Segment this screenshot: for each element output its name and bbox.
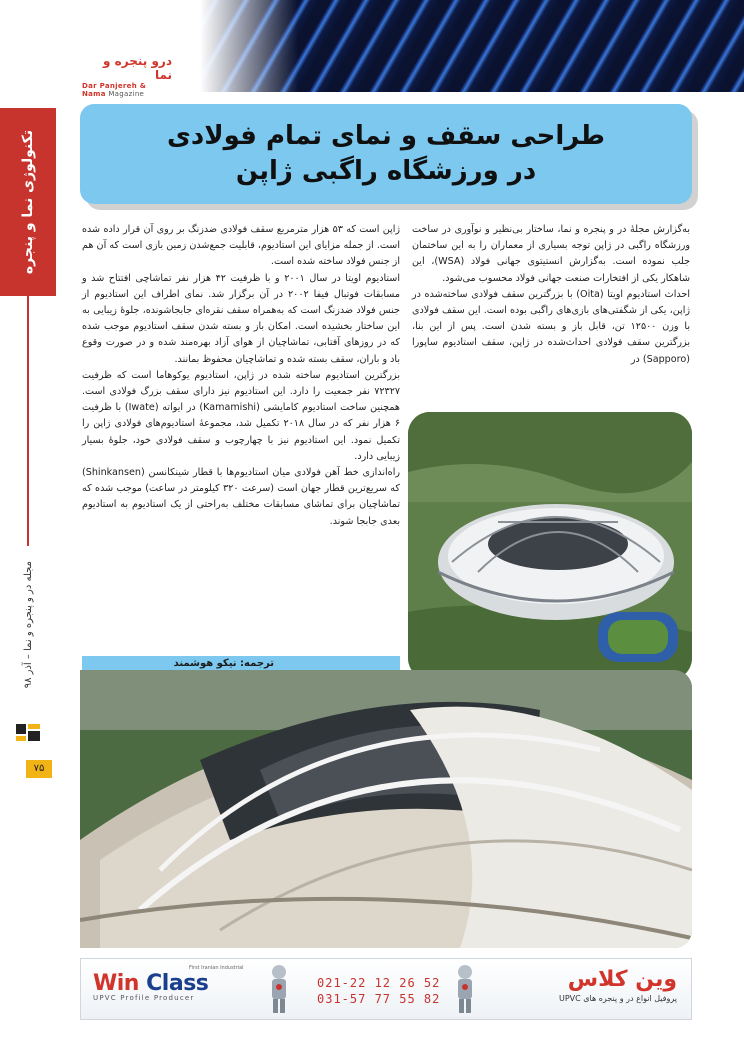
ad-brand-prefix: Win [93, 971, 139, 996]
paragraph: ژاپن است که ۵۳ هزار مترمربع سقف فولادی ضدزنگ بر روی آن قرار داده شده است. از جمله مزایای این استادیوم، قابلیت جمع‌شدن زمین بازی است که آن هم از جنس فولاد ساخته شده است. [82, 224, 400, 268]
ad-brand-en-sub: UPVC Profile Producer [93, 994, 195, 1002]
ad-brand-fa [559, 967, 677, 1003]
ad-phone-1: 021-22 12 26 52 [317, 976, 441, 990]
magazine-name-en-suffix: Magazine [108, 90, 145, 98]
magazine-name-fa: درو پنجره و نما [103, 54, 172, 82]
ad-brand-fa-sub: پروفیل انواع در و پنجره های UPVC [558, 994, 677, 1003]
text-column-left [82, 222, 400, 530]
page-number: ۷۵ [26, 760, 52, 778]
advertisement-banner[interactable] [80, 958, 692, 1020]
article-title-line1: طراحی سقف و نمای تمام فولادی [167, 120, 605, 151]
section-divider [27, 296, 29, 546]
ad-phone-numbers [317, 975, 440, 1007]
header-banner-graphic [200, 0, 744, 92]
ad-brand-suffix: Class [146, 971, 209, 996]
ad-brand-fa-name: وین کلاس [567, 967, 677, 992]
paragraph: استادیوم اویتا در سال ۲۰۰۱ و با ظرفیت ۴۲ هزار نفر تماشاچی افتتاح شد و مسابقات فوتبال فیفا ۲۰۰۲ در آن برگزار شد. نمای اطراف این استادیوم از جنس فولاد ضدزنگ است که به‌همراه سقف نقره‌ای جابجاشونده، جلوهٔ زیبایی به این ساختار بخشیده است. امکان باز و بسته شدن سقف استادیوم موجب شده که در روزهای آفتابی، تماشاچیان از هوای آزاد بهره‌مند شده و در صورت وقوع باد و باران، سقف بسته شده و تماشاچیان محفوظ بمانند. [82, 272, 400, 365]
ad-brand-en-name [93, 971, 208, 996]
magazine-name-en-main: Dar Panjereh & Nama [82, 82, 147, 98]
section-label: تکنولوژی نما و پنجره [20, 129, 36, 275]
ad-phone-2: 031-57 77 55 82 [317, 992, 441, 1006]
paragraph: بزرگترین استادیوم ساخته شده در ژاپن، استادیوم یوکوهاما است که ظرفیت ۷۲۳۲۷ نفر جمعیت را دارد. این استادیوم نیز دارای سقف بزرگ فولادی است. همچنین ساخت استادیوم کامایشی (Kamamishi) در ایواته (Iwate) با ظرفیت ۶ هزار نفر که در سال ۲۰۱۸ تکمیل شد، مجموعهٔ استادیوم‌های فولادی ژاپن را تکمیل نمود. این استادیوم نیز با چهارچوب و سقف فولادی خود، جلوهٔ بسیار زیبایی دارد. [82, 369, 400, 462]
paragraph: احداث استادیوم اویتا (Oita) با بزرگترین سقف فولادی ساخته‌شده در ژاپن، یکی از شگفتی‌های بازی‌های راگبی بوده است. این سقف فولادی با وزن ۱۲۵۰۰ تن، قابل باز و بسته شدن است. پس از این بنا، بزرگترین سقف فولادی احداث‌شده در ژاپن، سقف استادیوم ساپورا (Sapporo) در [412, 288, 690, 365]
translator-credit: ترجمه: نیکو هوشمند [82, 656, 400, 672]
magazine-mark-icon [14, 720, 44, 748]
magazine-logo [82, 54, 172, 98]
robot-mascot-icon [267, 963, 291, 1015]
article-title-banner [80, 104, 692, 204]
robot-mascot-icon [453, 963, 477, 1015]
stadium-roof-photo [80, 670, 692, 948]
stadium-aerial-photo [408, 412, 692, 680]
footer-caption [16, 550, 40, 700]
magazine-name-en [82, 82, 172, 98]
paragraph: راه‌اندازی خط آهن فولادی میان استادیوم‌ها با قطار شینکانسن (Shinkansen) که سریع‌ترین قطار جهان است (سرعت ۳۲۰ کیلومتر در ساعت) موجب شده که تماشاچیان برای تماشای مسابقات مختلف به‌راحتی از یک استادیوم به استادیوم بعدی جابجا شوند. [82, 467, 400, 527]
footer-caption-text: مجله در و پنجره و نما – آذر ۹۸ [22, 561, 34, 689]
ad-brand-en [93, 965, 244, 1002]
paragraph: به‌گزارش مجلهٔ در و پنجره و نما، ساختار بی‌نظیر و نوآوری در ساخت ورزشگاه راگبی در ژاپن توجه بسیاری از معماران را به این ساختمان جلب نموده است. به‌گزارش انستیتوی جهانی فولاد (WSA)، این شاهکار یکی از افتخارات صنعت جهانی فولاد محسوب می‌شود. [412, 224, 691, 284]
article-title-line2: در ورزشگاه راگبی ژاپن [235, 156, 537, 186]
ad-brand-tag: First Iranian Industrial [189, 965, 244, 971]
section-tab [0, 108, 56, 296]
text-column-right [412, 222, 690, 368]
